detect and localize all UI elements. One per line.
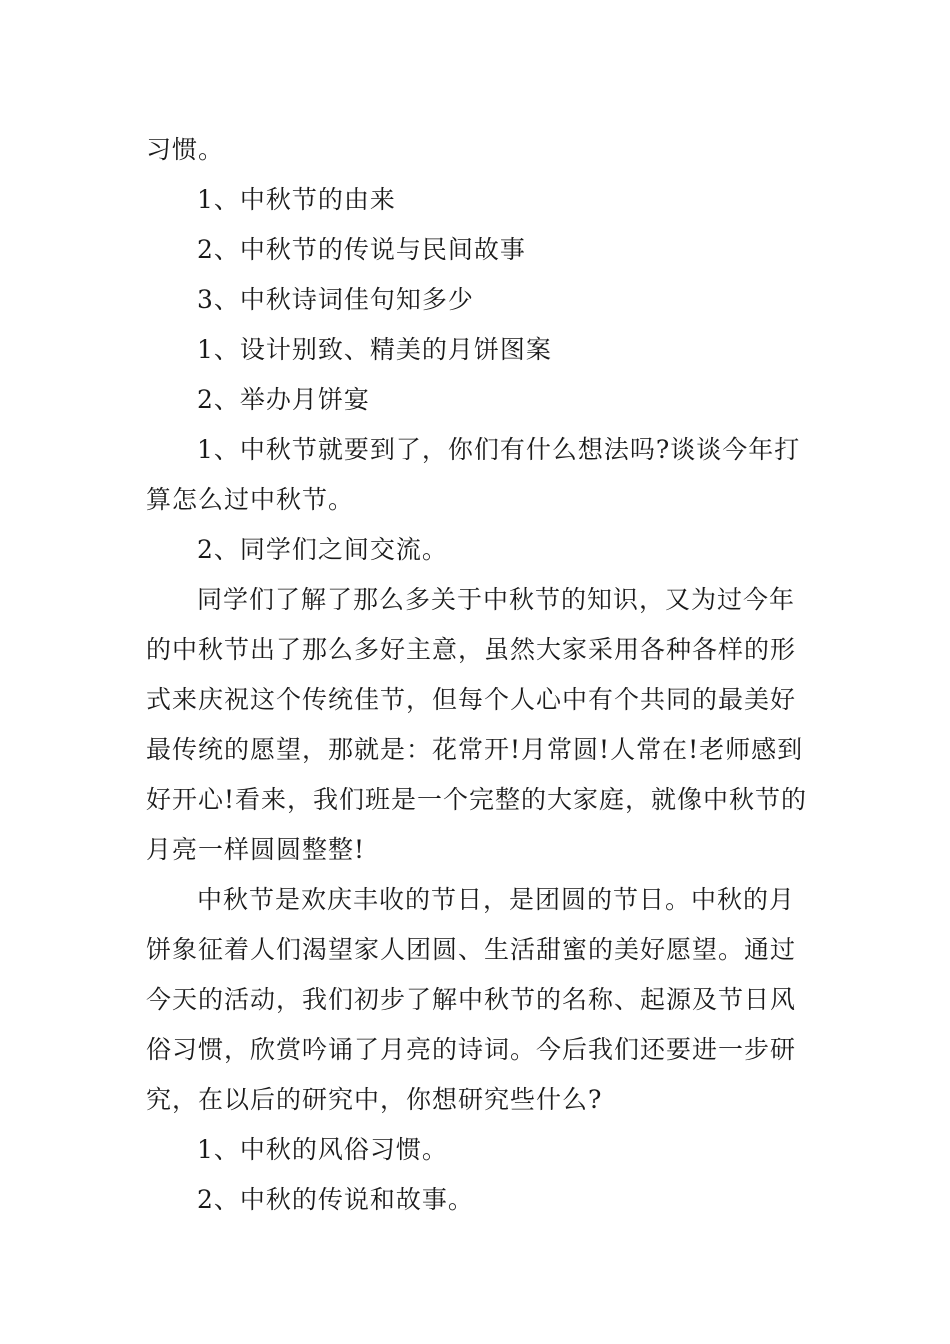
list-item: 2、中秋节的传说与民间故事 xyxy=(197,235,526,264)
list-item: 2、举办月饼宴 xyxy=(197,385,370,414)
paragraph-line: 今天的活动，我们初步了解中秋节的名称、起源及节日风 xyxy=(146,985,797,1014)
paragraph-line: 式来庆祝这个传统佳节，但每个人心中有个共同的最美好 xyxy=(146,685,797,714)
paragraph-line: 同学们了解了那么多关于中秋节的知识，又为过今年 xyxy=(197,585,796,614)
paragraph-line: 饼象征着人们渴望家人团圆、生活甜蜜的美好愿望。通过 xyxy=(146,935,797,964)
paragraph-line: 最传统的愿望，那就是：花常开!月常圆!人常在!老师感到 xyxy=(146,735,804,764)
list-item: 1、中秋的风俗习惯。 xyxy=(197,1135,448,1164)
paragraph-line: 究，在以后的研究中，你想研究些什么? xyxy=(146,1085,603,1114)
paragraph-line: 习惯。 xyxy=(146,135,225,164)
paragraph-line: 好开心!看来，我们班是一个完整的大家庭，就像中秋节的 xyxy=(146,785,808,814)
paragraph-line: 俗习惯，欣赏吟诵了月亮的诗词。今后我们还要进一步研 xyxy=(146,1035,797,1064)
paragraph-line: 1、中秋节就要到了，你们有什么想法吗?谈谈今年打 xyxy=(197,435,801,464)
paragraph-line: 的中秋节出了那么多好主意，虽然大家采用各种各样的形 xyxy=(146,635,797,664)
list-item: 1、设计别致、精美的月饼图案 xyxy=(197,335,552,364)
list-item: 3、中秋诗词佳句知多少 xyxy=(197,285,474,314)
paragraph-line: 算怎么过中秋节。 xyxy=(146,485,355,514)
paragraph-line: 月亮一样圆圆整整! xyxy=(146,835,366,864)
list-item: 2、中秋的传说和故事。 xyxy=(197,1185,474,1214)
list-item: 1、中秋节的由来 xyxy=(197,185,396,214)
list-item: 2、同学们之间交流。 xyxy=(197,535,448,564)
paragraph-line: 中秋节是欢庆丰收的节日，是团圆的节日。中秋的月 xyxy=(197,885,796,914)
